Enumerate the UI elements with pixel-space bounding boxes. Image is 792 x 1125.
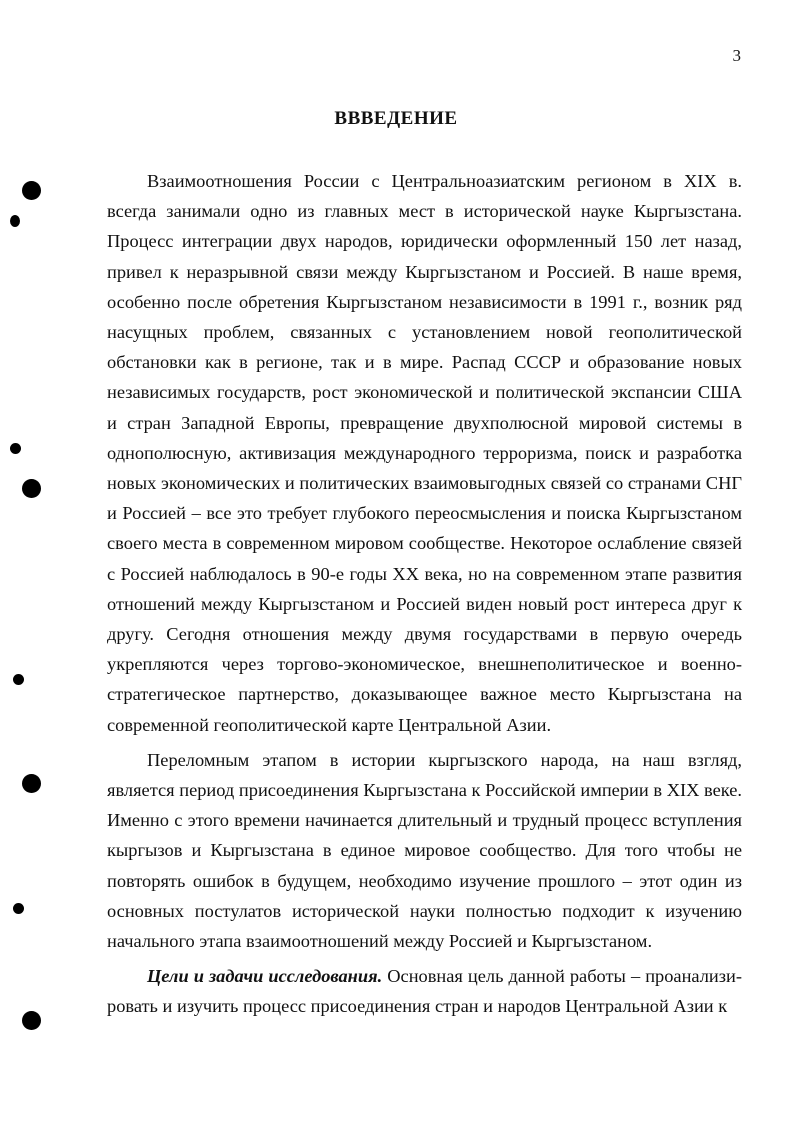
binding-hole [22, 774, 41, 793]
binding-hole [22, 1011, 41, 1030]
scan-speck [13, 903, 24, 914]
page-title: ВВВЕДЕНИЕ [334, 108, 458, 129]
binding-hole [22, 479, 41, 498]
body-text [107, 166, 742, 1022]
paragraph-2: Переломным этапом в истории кыргызского народа, на наш взгляд, является период присоединения Кыргызстана к Российской империи в XIX веке. Именно с этого времени начинается длительный и трудный процесс вступления кыргызов и Кыргызстана в единое мировое сообщество. Для того чтобы не повторять ошибок в будущем, необходимо изучение прошлого – этот один из основных постулатов исторической науки полностью подходит к изучению начального этапа взаимоотношений между Россией и Кыргызстаном. [107, 749, 742, 952]
binding-hole [22, 181, 41, 200]
paragraph-3-lead: Цели и задачи исследования. [147, 966, 383, 987]
paragraph-1: Взаимоотношения России с Центральноазиатским регионом в XIX в. всегда занимали одно из главных мест в исторической науке Кыргызстана. Процесс интеграции двух народов, юридически оформленный 150 лет назад, привел к неразрывной связи между Кыргызстаном и Россией. В наше время, особенно после обретения Кыргызстаном независимости в 1991 г., возник ряд насущных проблем, связанных с установлением новой геополитической обстановки как в регионе, так и в мире. Распад СССР и образование новых независимых государств, рост экономической и политической экспансии США и стран Западной Европы, превращение двухполюсной мировой системы в однополюсную, активизация международного терроризма, поиск и разработка новых экономических и политических взаимовыгодных связей со странами СНГ и Россией – все это требует глубокого переосмысления и поиска Кыргызстаном своего места в современном мировом сообществе. Некоторое ослабление связей с Россией наблюдалось в 90-е годы XX века, но на современном этапе развития отношений между Кыргызстаном и Россией виден новый рост интереса друг к другу. Сегодня отношения между двумя государствами в первую очередь укрепляются через торгово-экономическое, внешнеполитическое и военно-стратегическое партнерство, доказывающее важное место Кыргызстана на современной геополитической карте Центральной Азии. [107, 171, 742, 735]
scan-speck [10, 215, 20, 227]
page-number: 3 [732, 46, 741, 65]
scan-speck [13, 674, 24, 685]
scan-speck [10, 443, 21, 454]
paragraph-3-text: Основная цель данной работы – проанализировать и изучить процесс присоединения стран и народов Центральной Азии к [107, 966, 743, 1017]
paragraph-3 [107, 961, 742, 1021]
